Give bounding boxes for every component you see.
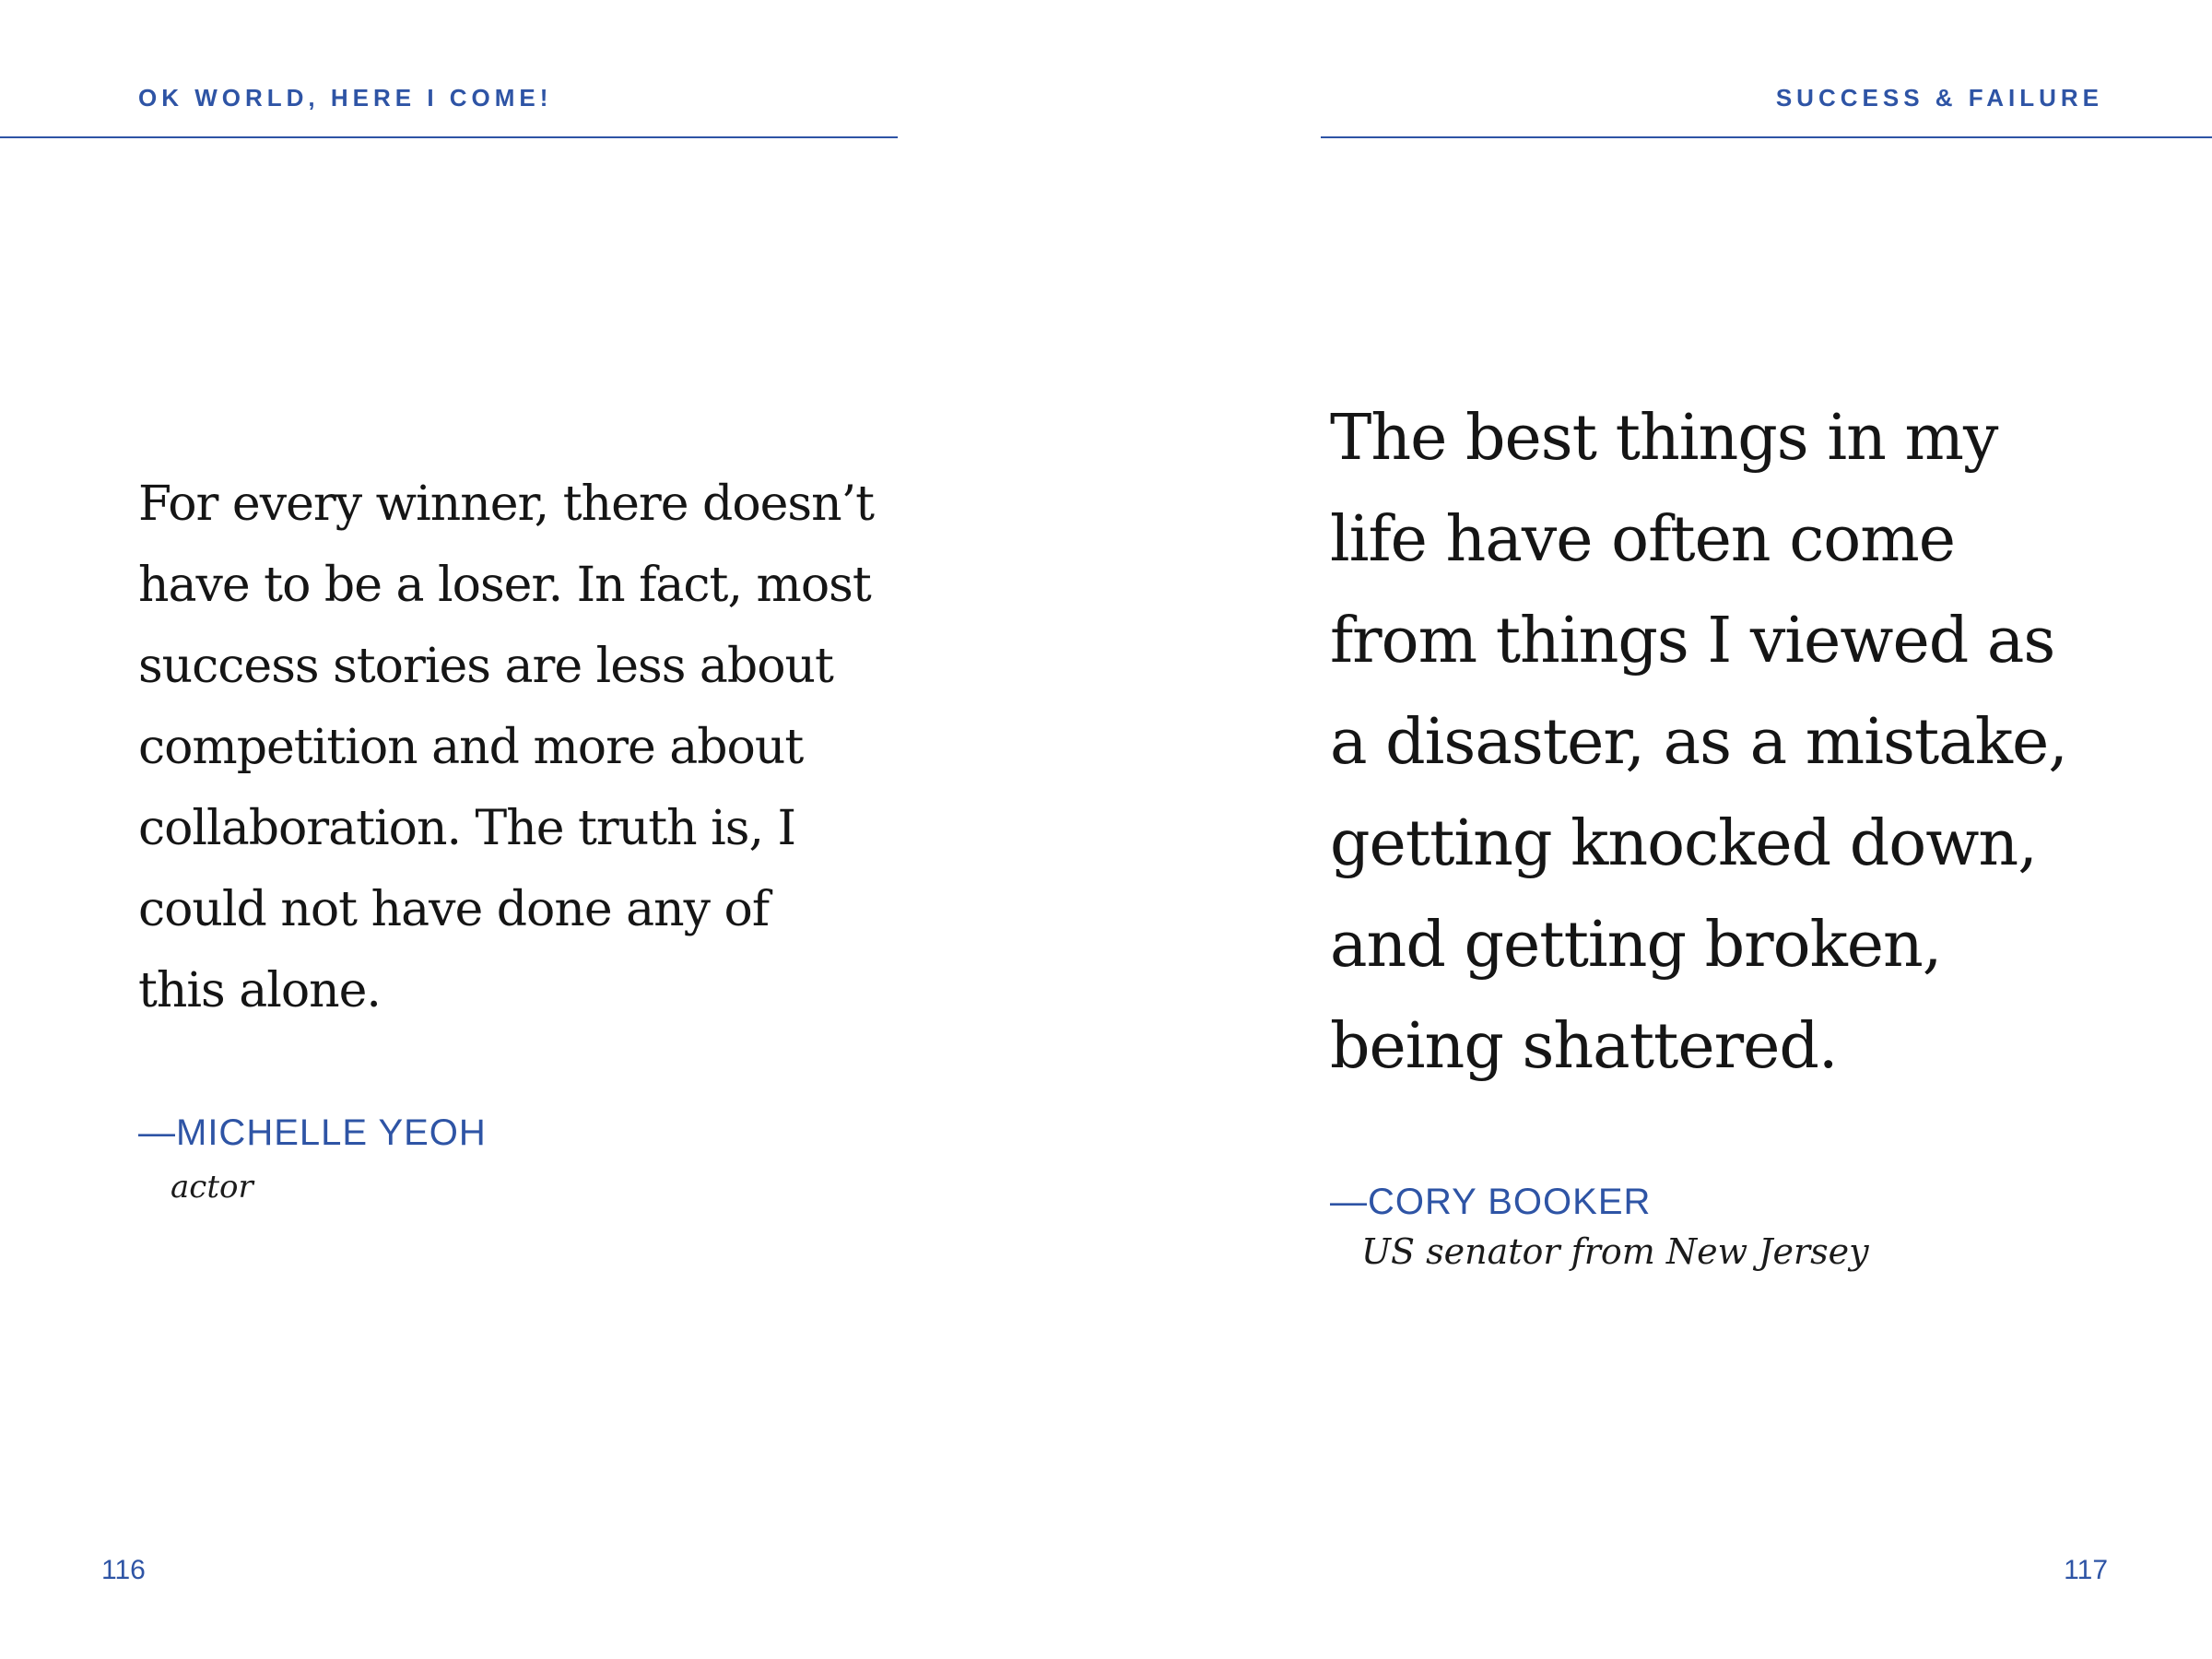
quote-line: have to be a loser. In fact, most xyxy=(138,558,871,613)
quote-line: The best things in my xyxy=(1330,402,1998,475)
quote-line: from things I viewed as xyxy=(1330,605,2055,677)
quote-attribution-left: —MICHELLE YEOH xyxy=(138,1112,487,1153)
running-header-left: OK WORLD, HERE I COME! xyxy=(138,84,553,112)
header-rule-right xyxy=(1321,136,2212,138)
quote-line: could not have done any of xyxy=(138,882,770,937)
attribution-role-right: US senator from New Jersey xyxy=(1361,1231,1869,1272)
page-number-right: 117 xyxy=(2064,1555,2108,1585)
quote-left xyxy=(138,464,874,1031)
attribution-role-left: actor xyxy=(171,1169,253,1206)
quote-line: For every winner, there doesn’t xyxy=(138,477,875,532)
quote-right xyxy=(1330,388,2067,1098)
quote-line: a disaster, as a mistake, xyxy=(1330,706,2067,779)
quote-line: life have often come xyxy=(1330,503,1955,576)
quote-line: being shattered. xyxy=(1330,1010,1838,1083)
quote-line: getting knocked down, xyxy=(1330,807,2037,880)
quote-line: this alone. xyxy=(138,963,381,1018)
quote-line: success stories are less about xyxy=(138,639,833,694)
right-page xyxy=(1106,0,2212,1659)
quote-line: competition and more about xyxy=(138,720,804,775)
quote-line: and getting broken, xyxy=(1330,909,1942,982)
running-header-right: SUCCESS & FAILURE xyxy=(1775,84,2103,112)
header-rule-left xyxy=(0,136,898,138)
quote-attribution-right: —CORY BOOKER xyxy=(1330,1182,1652,1222)
quote-line: collaboration. The truth is, I xyxy=(138,801,796,856)
page-number-left: 116 xyxy=(101,1555,146,1585)
